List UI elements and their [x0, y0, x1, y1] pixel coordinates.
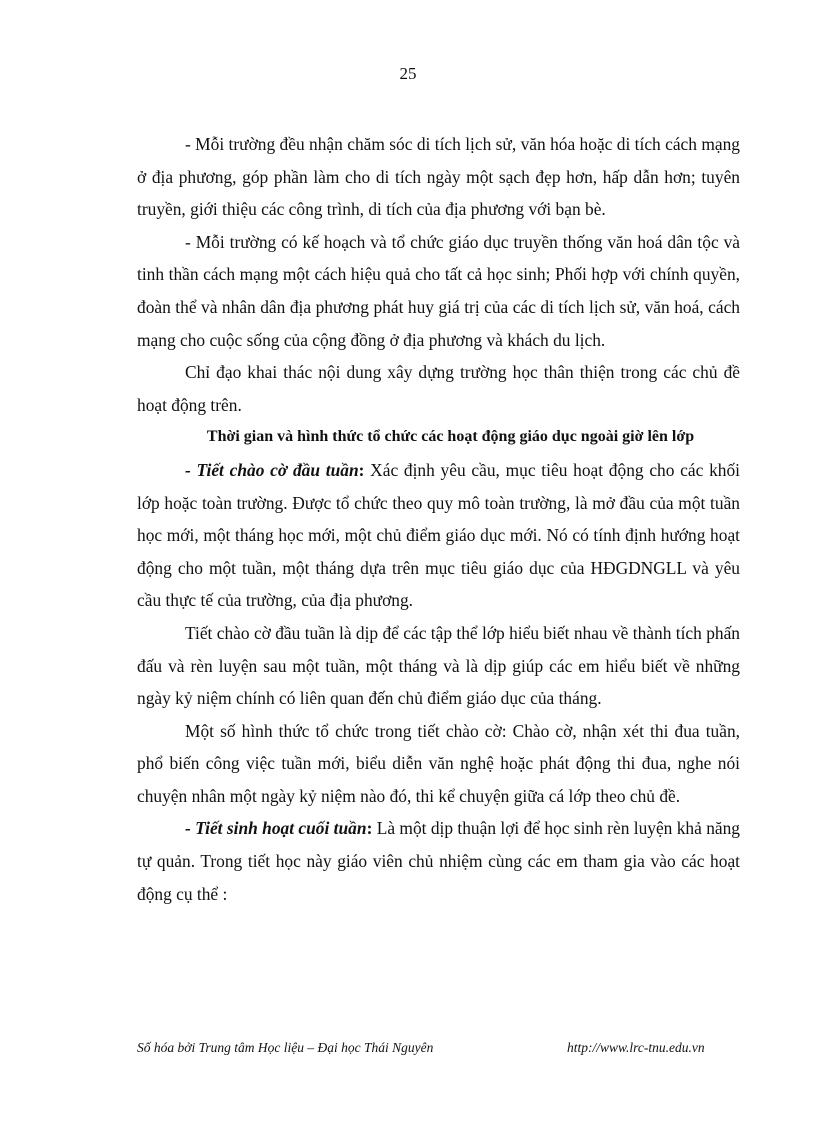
paragraph-traditional-education: - Mỗi trường có kế hoạch và tổ chức giáo dục truyền thống văn hoá dân tộc và tinh thần cách mạng một cách hiệu quả cho tất cả học sinh; Phối hợp với chính quyền, đoàn thể và nhân dân địa phương phát huy giá trị của các di tích lịch sử, văn hoá, cách mạng cho cuộc sống của cộng đồng ở địa phương và khách du lịch. — [137, 231, 740, 350]
paragraph-heritage-care: - Mỗi trường đều nhận chăm sóc di tích lịch sử, văn hóa hoặc di tích cách mạng ở địa phương, góp phần làm cho di tích ngày một sạch đẹp hơn, hấp dẫn hơn; tuyên truyền, giới thiệu các công trình, di tích của địa phương với bạn bè. — [137, 134, 740, 220]
weekend-activity-body: Là một dịp thuận lợi để học sinh rèn luyện khả năng tự quản. Trong tiết học này giáo viên chủ nhiệm cùng các em tham gia vào các hoạt động cụ thể : — [137, 818, 741, 904]
paragraph-weekend-activity — [137, 812, 740, 910]
paragraph-flag-salute — [137, 454, 740, 617]
footer-url: http://www.lrc-tnu.edu.vn — [567, 1040, 705, 1055]
section-heading: Thời gian và hình thức tổ chức các hoạt động giáo dục ngoài giờ lên lớp — [206, 428, 695, 446]
flag-salute-colon: : — [358, 459, 365, 480]
paragraph-flag-salute-forms: Một số hình thức tổ chức trong tiết chào cờ: Chào cờ, nhận xét thi đua tuần, phổ biến công việc tuần mới, biểu diễn văn nghệ hoặc phát động thi đua, nghe nói chuyện nhân một ngày kỷ niệm nào đó, thi kể chuyện giữa cá lớp theo chủ đề. — [137, 720, 740, 806]
footer-credit: Số hóa bởi Trung tâm Học liệu – Đại học Thái Nguyên — [137, 1040, 434, 1055]
flag-salute-lead: - Tiết chào cờ đầu tuần — [185, 459, 359, 480]
paragraph-friendly-school: Chỉ đạo khai thác nội dung xây dựng trường học thân thiện trong các chủ đề hoạt động trên. — [137, 362, 740, 415]
flag-salute-body: Xác định yêu cầu, mục tiêu hoạt động cho các khối lớp hoặc toàn trường. Được tổ chức theo quy mô toàn trường, là mở đầu của một tuần học mới, một tháng học mới, một chủ điểm giáo dục mới. Nó có tính định hướng hoạt động cho một tuần, một tháng dựa trên mục tiêu giáo dục của HĐGDNGLL và yêu cầu thực tế của trường, của địa phương. — [137, 459, 740, 611]
document-body — [137, 128, 740, 910]
page-number: 25 — [399, 64, 417, 83]
paragraph-flag-salute-purpose: Tiết chào cờ đầu tuần là dịp để các tập thể lớp hiểu biết nhau về thành tích phấn đấu và rèn luyện sau một tuần, một tháng và là dịp giúp các em hiểu biết về những ngày kỷ niệm chính có liên quan đến chủ điểm giáo dục của tháng. — [137, 622, 740, 709]
weekend-activity-colon: : — [366, 818, 373, 839]
weekend-activity-lead: - Tiết sinh hoạt cuối tuần — [185, 818, 367, 839]
